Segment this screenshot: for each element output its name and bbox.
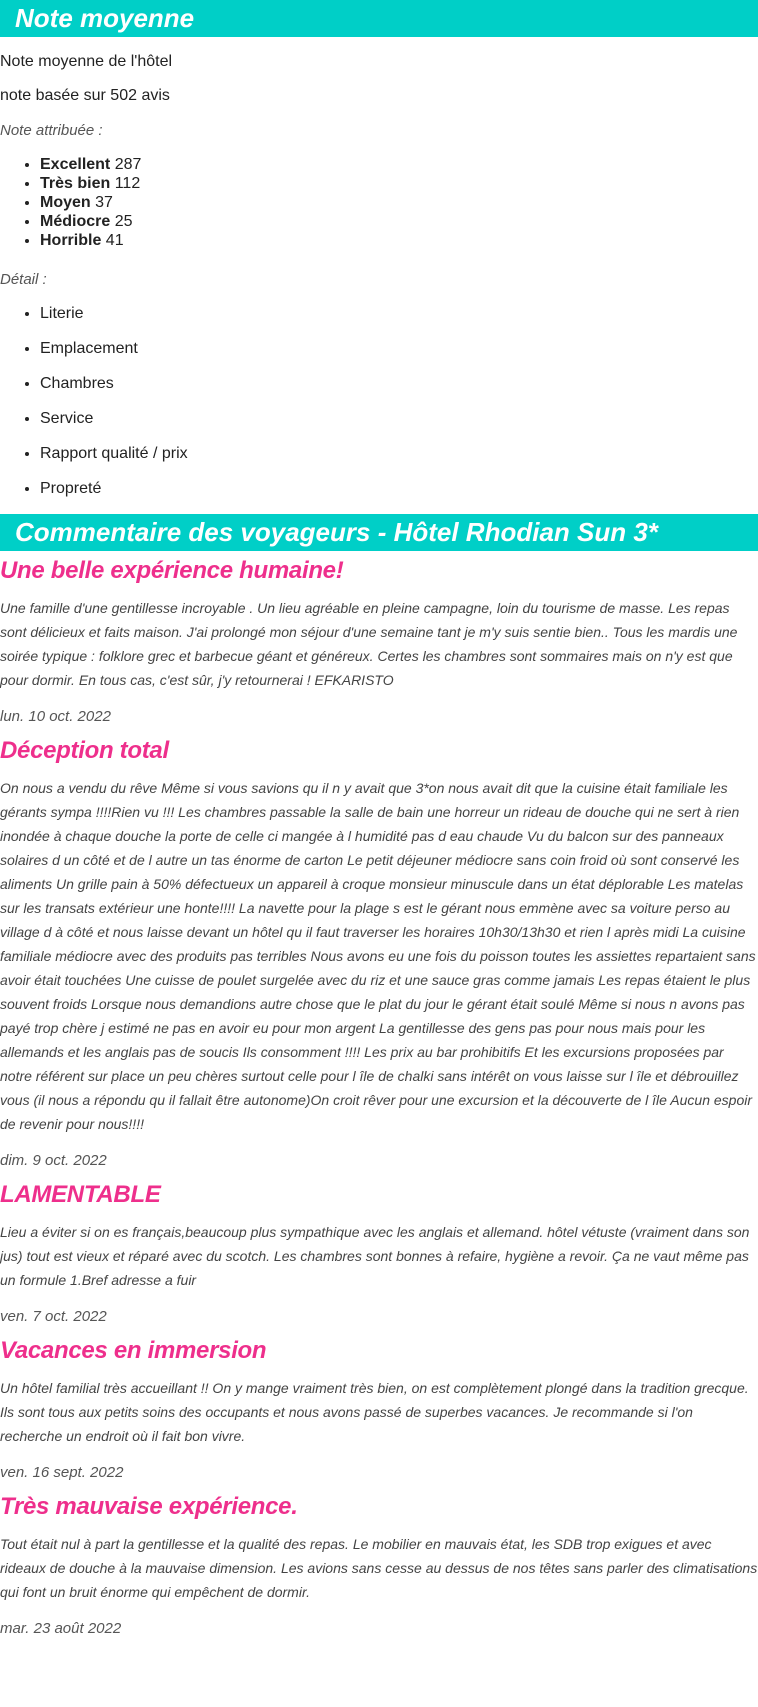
rating-given-label: Note attribuée :	[0, 122, 103, 139]
reviews-header: Commentaire des voyageurs - Hôtel Rhodian Sun 3*	[0, 514, 758, 551]
review-text: Une famille d'une gentillesse incroyable . Un lieu agréable en pleine campagne, loin du tourisme de masse. Les repas sont délicieux et faits maison. J'ai prolongé mon séjour d'une semaine tant je m'y suis sentie bien.. Tous les mardis une soirée typique : folklore grec et barbecue géant et généreux. Certes les chambres sont sommaires mais on n'y est que pour dormir. En tous cas, c'est sûr, j'y retournerai ! EFKARISTO	[0, 600, 738, 688]
review-item	[0, 1336, 758, 1481]
review-item	[0, 1180, 758, 1325]
review-date: dim. 9 oct. 2022	[0, 1152, 107, 1169]
rating-breakdown-item: • Très bien 112	[40, 174, 758, 193]
review-title: Très mauvaise expérience.	[0, 1493, 298, 1520]
review-text: Un hôtel familial très accueillant !! On y mange vraiment très bien, on est complètement plongé dans la tradition grecque. Ils sont tous aux petits soins des occupants et nous avons passé de superbes vacances. Je recommande si l'on recherche un endroit où il fait bon vivre.	[0, 1380, 749, 1444]
detail-item: • Propreté	[40, 479, 758, 498]
review-title: LAMENTABLE	[0, 1181, 161, 1208]
rating-breakdown-item: • Excellent 287	[40, 155, 758, 174]
review-date: ven. 7 oct. 2022	[0, 1308, 107, 1325]
rating-header: Note moyenne	[0, 0, 758, 37]
detail-list	[0, 304, 758, 498]
review-item	[0, 736, 758, 1169]
review-title: Une belle expérience humaine!	[0, 557, 344, 584]
review-count-text: note basée sur 502 avis	[0, 87, 170, 104]
detail-item: • Emplacement	[40, 339, 758, 358]
rating-section	[0, 53, 758, 498]
review-text: Lieu a éviter si on es français,beaucoup plus sympathique avec les anglais et allemand. hôtel vétuste (vraiment dans son jus) tout est vieux et réparé avec du scotch. Les chambres sont bonnes à refaire, hygiène a revoir. Ça ne vaut même pas un formule 1.Bref adresse a fuir	[0, 1224, 750, 1288]
detail-item: • Chambres	[40, 374, 758, 393]
rating-breakdown-item: • Horrible 41	[40, 231, 758, 250]
rating-breakdown-list	[0, 155, 758, 250]
review-date: lun. 10 oct. 2022	[0, 708, 111, 725]
review-text: Tout était nul à part la gentillesse et la qualité des repas. Le mobilier en mauvais état, les SDB trop exigues et avec rideaux de douche à la mauvaise dimension. Les avions sans cesse au dessus de nos têtes sans parler des climatisations qui font un bruit énorme qui empêchent de dormir.	[0, 1536, 758, 1600]
review-title: Vacances en immersion	[0, 1337, 267, 1364]
detail-item: • Service	[40, 409, 758, 428]
detail-item: • Literie	[40, 304, 758, 323]
rating-breakdown-item: • Moyen 37	[40, 193, 758, 212]
review-title: Déception total	[0, 737, 169, 764]
review-date: mar. 23 août 2022	[0, 1620, 122, 1637]
hotel-average-label: Note moyenne de l'hôtel	[0, 53, 173, 70]
detail-label: Détail :	[0, 271, 47, 288]
review-date: ven. 16 sept. 2022	[0, 1464, 124, 1481]
review-item	[0, 556, 758, 725]
review-item	[0, 1492, 758, 1637]
rating-breakdown-item: • Médiocre 25	[40, 212, 758, 231]
detail-item: • Rapport qualité / prix	[40, 444, 758, 463]
reviews-list	[0, 556, 758, 1637]
review-text: On nous a vendu du rêve Même si vous savions qu il n y avait que 3*on nous avait dit que la cuisine était familiale les gérants sympa !!!!Rien vu !!! Les chambres passable la salle de bain une horreur un rideau de douche qui ne sert à rien inondée à chaque douche la porte de celle ci mangée à l humidité pas d eau chaude Vu du balcon sur des panneaux solaires d un côté et de l autre un tas énorme de carton Le petit déjeuner médiocre sans coin froid où sont conservé les aliments Un grille pain à 50% défectueux un appareil à croque monsieur minuscule dans un état déplorable Les matelas sur les transats extérieur une honte!!!! La navette pour la plage s est le gérant nous emmène avec sa voiture perso au village d à côté et nous laisse devant un hôtel qu il faut traverser les horaires 10h30/13h30 et rien l après midi La cuisine familiale médiocre avec des produits pas terribles Nous avons eu une fois du poisson toutes les assiettes repartaient sans avoir était touchées Une cuisse de poulet surgelée avec du riz et une sauce gras comme jamais Les repas étaient le plus souvent froids Lorsque nous demandions autre chose que le plat du jour le gérant était soulé Même si nous n avons pas payé trop chère j estimé ne pas en avoir eu pour mon argent La gentillesse des gens pas pour nous mais pour les allemands et les anglais pas de soucis Ils consomment !!!! Les prix au bar prohibitifs Et les excursions proposées par notre référent sur place un peu chères surtout celle pour l île de chalki sans intérêt on vous laisse sur l île et débrouillez vous (il nous a répondu qu il fallait être autonome)On croit rêver pour une excursion et la découverte de l île Aucun espoir de revenir pour nous!!!!	[0, 780, 756, 1132]
